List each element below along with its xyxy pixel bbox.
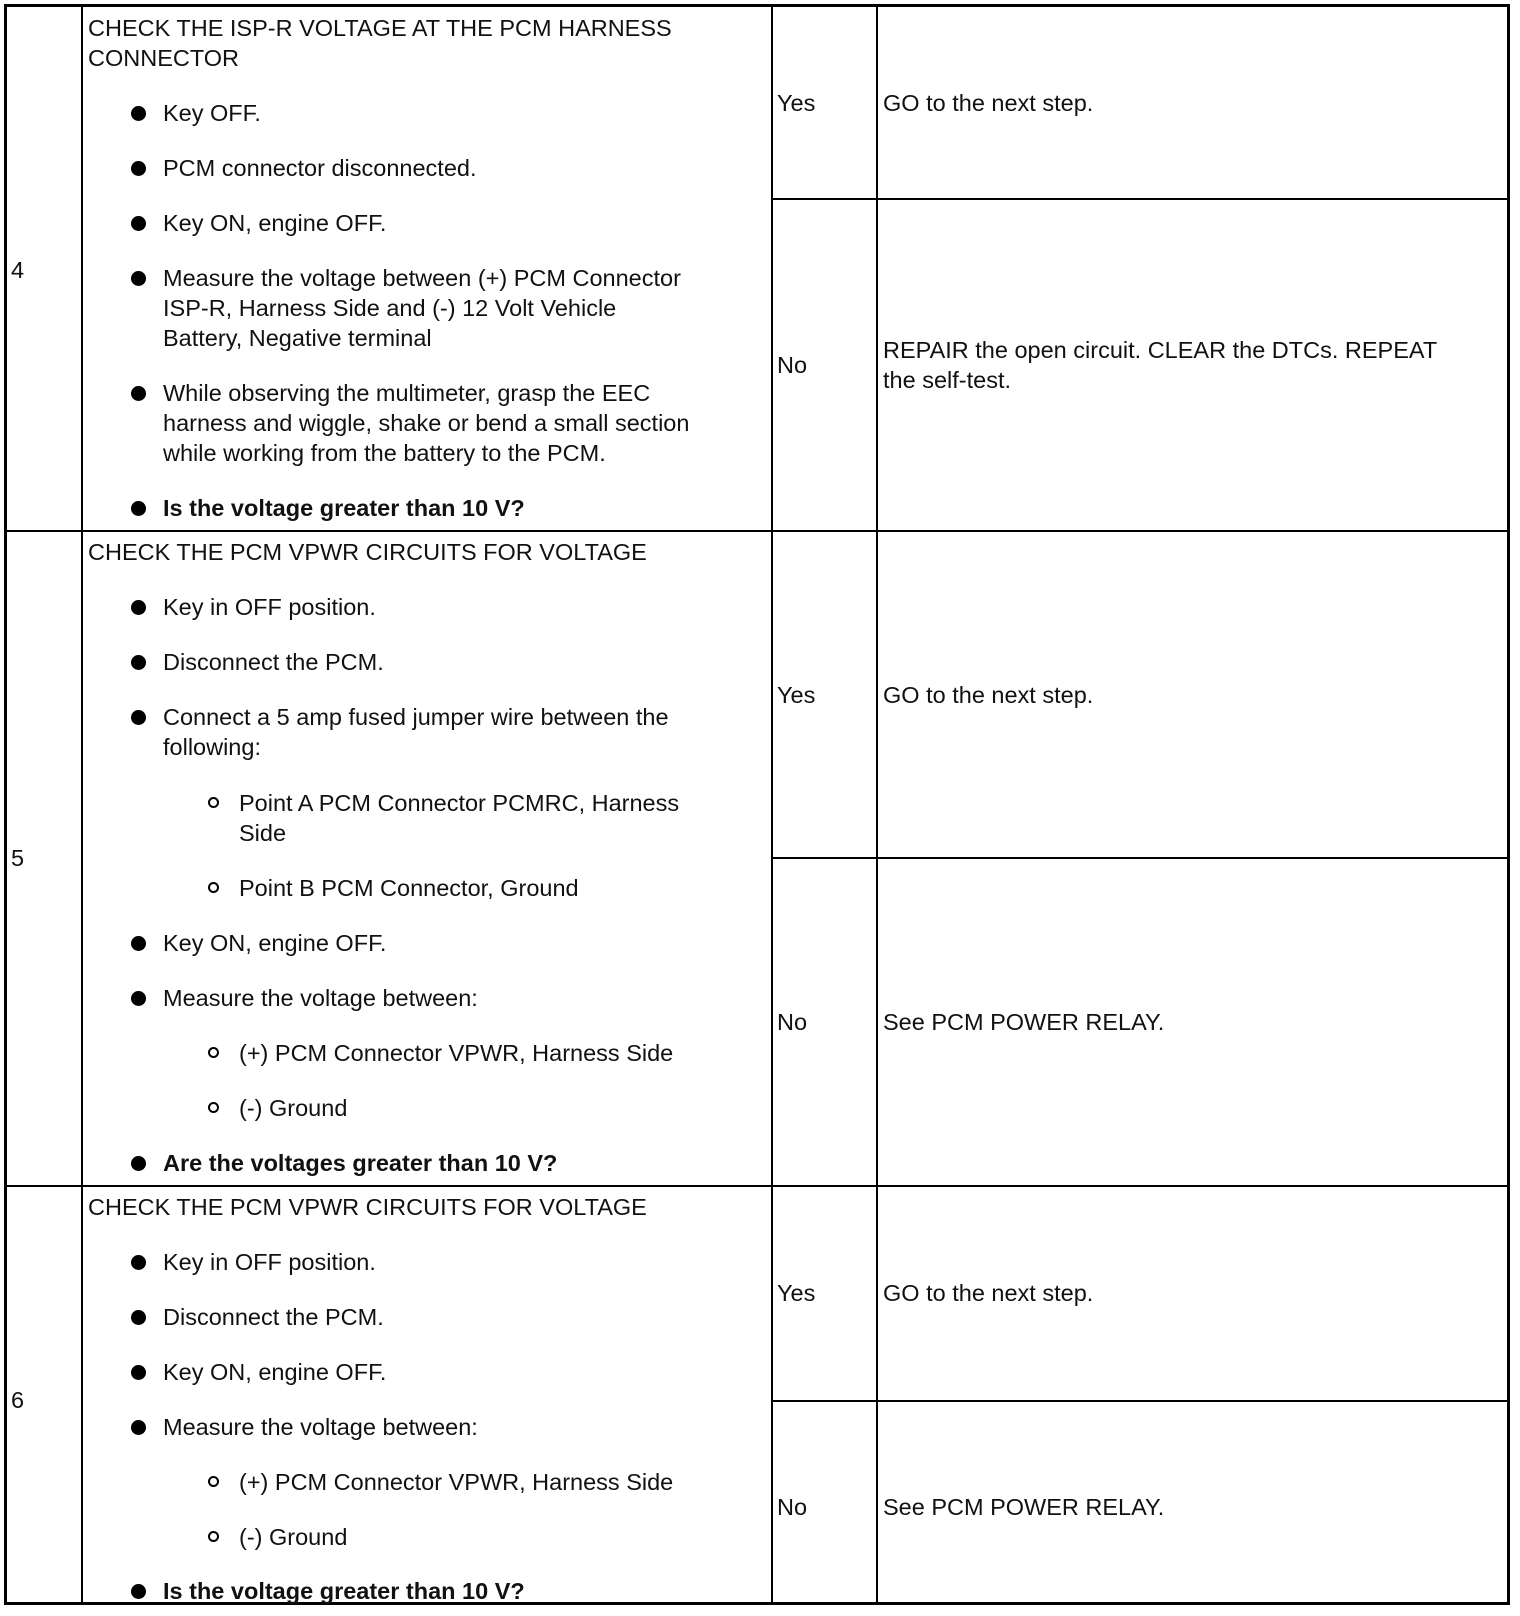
bullet-icon <box>131 1365 146 1380</box>
row-divider <box>4 1185 1510 1187</box>
instruction: Key ON, engine OFF. <box>163 210 387 236</box>
bullet-icon <box>131 271 146 286</box>
instruction: Measure the voltage between (+) PCM Connector <box>163 265 681 291</box>
question: Is the voltage greater than 10 V? <box>163 1578 525 1604</box>
no-label: No <box>777 1494 808 1520</box>
instruction: Key in OFF position. <box>163 1249 376 1275</box>
instruction: Key ON, engine OFF. <box>163 930 387 956</box>
no-label: No <box>777 352 808 378</box>
bullet-icon <box>131 216 146 231</box>
bullet-icon <box>131 1584 146 1599</box>
yes-action: GO to the next step. <box>883 90 1094 116</box>
step-number: 4 <box>11 257 25 283</box>
yes-label: Yes <box>777 1280 816 1306</box>
instruction: While observing the multimeter, grasp the EEC <box>163 380 651 406</box>
bullet-icon <box>131 600 146 615</box>
row-divider <box>4 530 1510 532</box>
sub-instruction: Side <box>239 820 287 846</box>
instruction: Key ON, engine OFF. <box>163 1359 387 1385</box>
bullet-icon <box>131 1255 146 1270</box>
step-title: CHECK THE PCM VPWR CIRCUITS FOR VOLTAGE <box>88 1194 647 1220</box>
sub-bullet-icon <box>208 1047 219 1058</box>
step-number: 5 <box>11 845 25 871</box>
column-divider <box>771 4 773 1605</box>
sub-instruction: (+) PCM Connector VPWR, Harness Side <box>239 1469 674 1495</box>
bullet-icon <box>131 501 146 516</box>
bullet-icon <box>131 1420 146 1435</box>
sub-bullet-icon <box>208 1102 219 1113</box>
sub-bullet-icon <box>208 1531 219 1542</box>
sub-instruction: Point B PCM Connector, Ground <box>239 875 579 901</box>
instruction: Connect a 5 amp fused jumper wire between the <box>163 704 669 730</box>
sub-instruction: (-) Ground <box>239 1524 348 1550</box>
sub-bullet-icon <box>208 1476 219 1487</box>
yes-label: Yes <box>777 682 816 708</box>
bullet-icon <box>131 106 146 121</box>
instruction: Key OFF. <box>163 100 261 126</box>
row-divider <box>771 198 1510 200</box>
no-action: See PCM POWER RELAY. <box>883 1009 1165 1035</box>
sub-instruction: (+) PCM Connector VPWR, Harness Side <box>239 1040 674 1066</box>
row-divider <box>771 1400 1510 1402</box>
sub-instruction: (-) Ground <box>239 1095 348 1121</box>
column-divider <box>81 4 83 1605</box>
bullet-icon <box>131 936 146 951</box>
bullet-icon <box>131 386 146 401</box>
instruction: PCM connector disconnected. <box>163 155 477 181</box>
bullet-icon <box>131 655 146 670</box>
bullet-icon <box>131 710 146 725</box>
yes-action: GO to the next step. <box>883 682 1094 708</box>
question: Is the voltage greater than 10 V? <box>163 495 525 521</box>
no-action: REPAIR the open circuit. CLEAR the DTCs. REPEAT <box>883 337 1438 363</box>
bullet-icon <box>131 991 146 1006</box>
instruction: Disconnect the PCM. <box>163 1304 384 1330</box>
instruction: harness and wiggle, shake or bend a small section <box>163 410 690 436</box>
bullet-icon <box>131 1156 146 1171</box>
no-action: See PCM POWER RELAY. <box>883 1494 1165 1520</box>
bullet-icon <box>131 1310 146 1325</box>
instruction: Measure the voltage between: <box>163 1414 478 1440</box>
instruction: Disconnect the PCM. <box>163 649 384 675</box>
sub-bullet-icon <box>208 797 219 808</box>
sub-bullet-icon <box>208 882 219 893</box>
yes-label: Yes <box>777 90 816 116</box>
step-title: CONNECTOR <box>88 45 240 71</box>
row-divider <box>771 857 1510 859</box>
sub-instruction: Point A PCM Connector PCMRC, Harness <box>239 790 680 816</box>
instruction: Measure the voltage between: <box>163 985 478 1011</box>
instruction: Key in OFF position. <box>163 594 376 620</box>
no-label: No <box>777 1009 808 1035</box>
bullet-icon <box>131 161 146 176</box>
question: Are the voltages greater than 10 V? <box>163 1150 558 1176</box>
no-action: the self-test. <box>883 367 1011 393</box>
step-number: 6 <box>11 1387 25 1413</box>
instruction: ISP-R, Harness Side and (-) 12 Volt Vehicle <box>163 295 617 321</box>
instruction: Battery, Negative terminal <box>163 325 432 351</box>
instruction: following: <box>163 734 261 760</box>
instruction: while working from the battery to the PCM. <box>163 440 606 466</box>
step-title: CHECK THE ISP-R VOLTAGE AT THE PCM HARNESS <box>88 15 672 41</box>
yes-action: GO to the next step. <box>883 1280 1094 1306</box>
column-divider <box>876 4 878 1605</box>
step-title: CHECK THE PCM VPWR CIRCUITS FOR VOLTAGE <box>88 539 647 565</box>
